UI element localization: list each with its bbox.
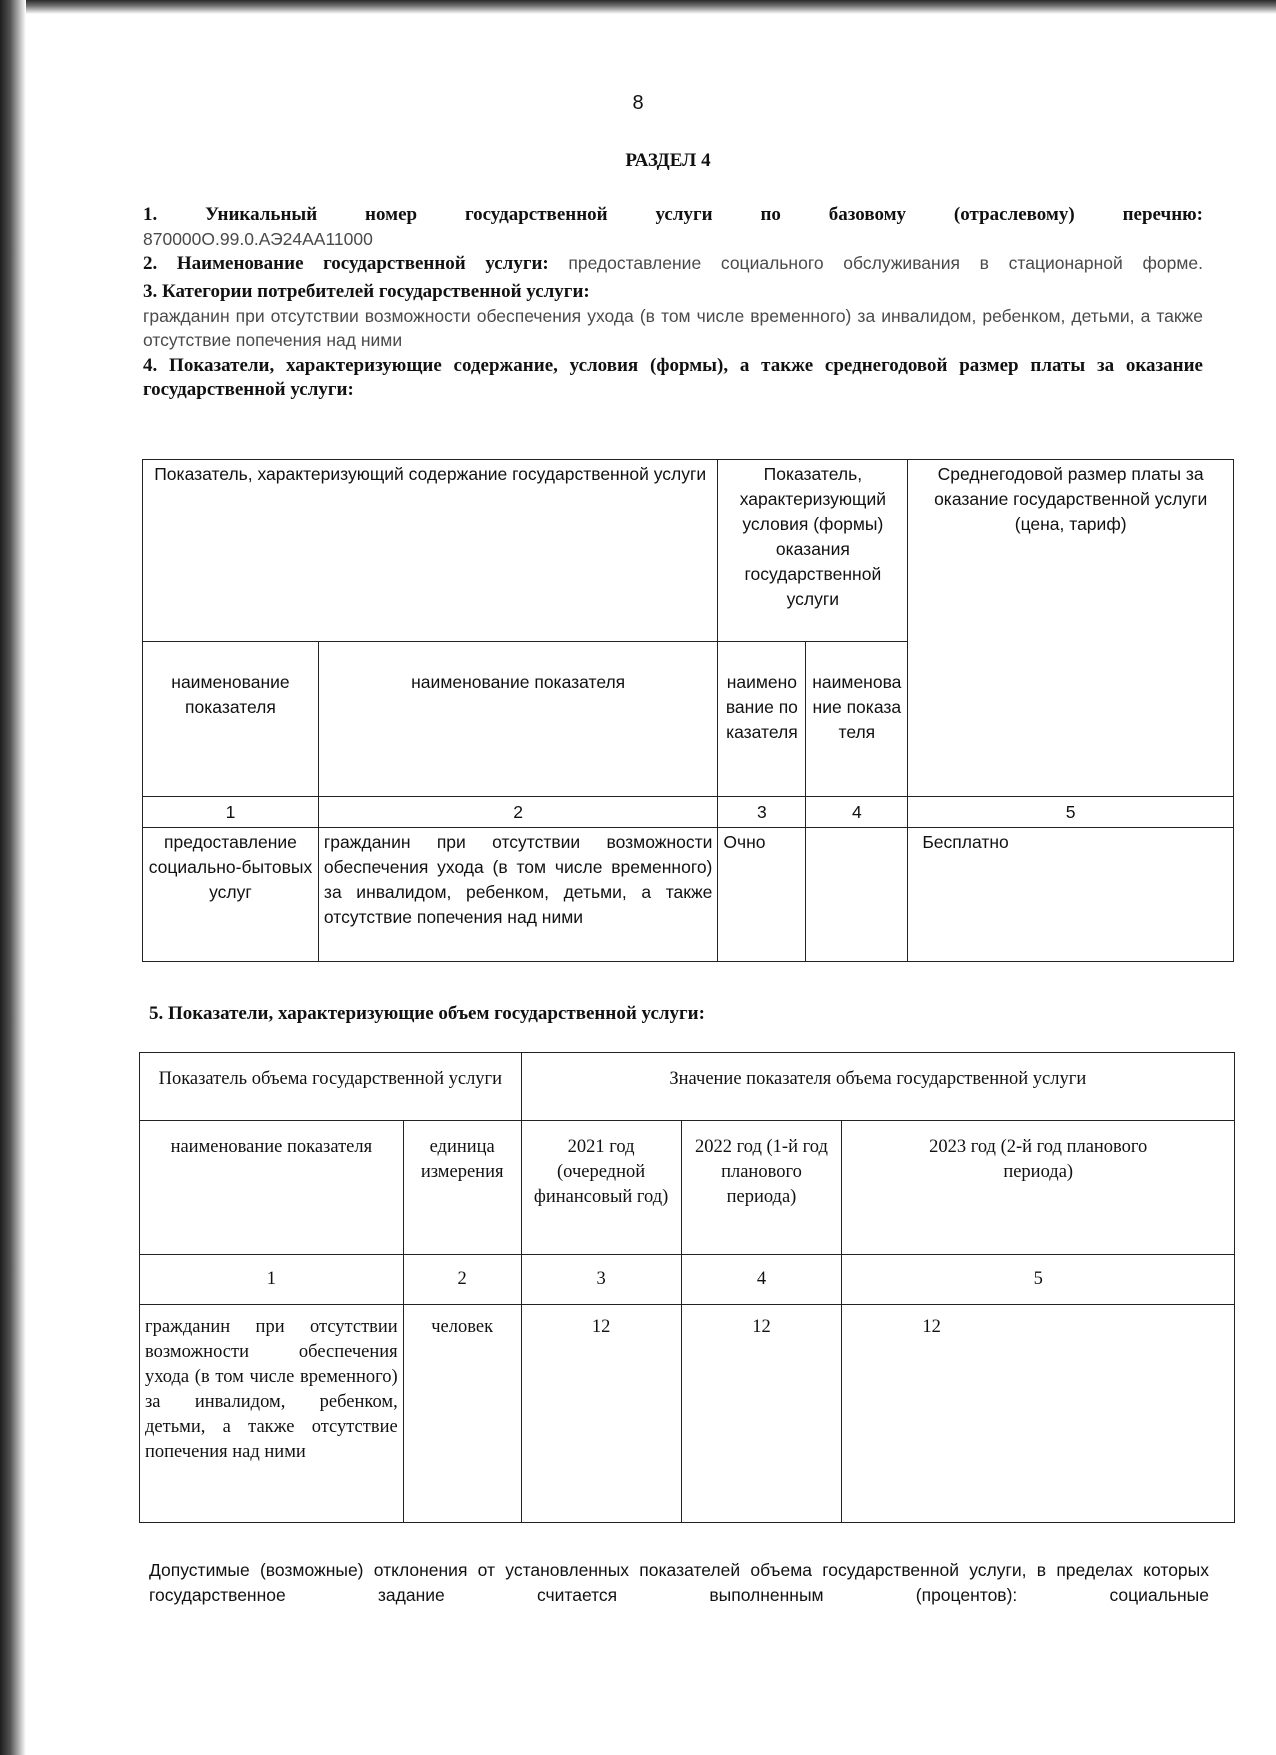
subheader-indicator-name-3: наименование показателя bbox=[718, 642, 806, 797]
subheader-indicator-name-1: наименование показателя bbox=[143, 642, 319, 797]
cell-unit: человек bbox=[403, 1305, 521, 1523]
column-number-1: 1 bbox=[140, 1255, 404, 1305]
cell-form: Очно bbox=[718, 828, 806, 962]
header-conditions-indicator: Показатель, характеризующий условия (формы) оказания государственной услуги bbox=[718, 460, 908, 642]
content-conditions-table bbox=[142, 459, 1234, 962]
cell-value-2021: 12 bbox=[521, 1305, 681, 1523]
item2-value: предоставление социального обслуживания в стационарной форме. bbox=[568, 253, 1204, 273]
column-number-4: 4 bbox=[681, 1255, 842, 1305]
column-number-1: 1 bbox=[143, 797, 319, 828]
scan-edge-top bbox=[0, 0, 1276, 14]
column-number-5: 5 bbox=[908, 797, 1234, 828]
header-volume-value: Значение показателя объема государственной услуги bbox=[521, 1053, 1234, 1121]
cell-consumer-category: гражданин при отсутствии возможности обеспечения ухода (в том числе временного) за инвалидом, ребенком, детьми, а также отсутствие попечения над ними bbox=[318, 828, 717, 962]
item4-label: 4. Показатели, характеризующие содержание, условия (формы), а также среднегодовой размер платы за оказание государственной услуги: bbox=[143, 355, 1203, 400]
subheader-unit: единица измерения bbox=[403, 1121, 521, 1255]
item1-label: 1. Уникальный номер государственной услуги по базовому (отраслевому) перечню: bbox=[143, 204, 1203, 225]
column-number-4: 4 bbox=[806, 797, 908, 828]
cell-indicator-name: гражданин при отсутствии возможности обеспечения ухода (в том числе временного) за инвалидом, ребенком, детьми, а также отсутствие попечения над ними bbox=[140, 1305, 404, 1523]
scan-edge-left bbox=[0, 0, 26, 1755]
header-average-fee: Среднегодовой размер платы за оказание государственной услуги (цена, тариф) bbox=[908, 460, 1234, 797]
table-row bbox=[140, 1305, 1235, 1523]
column-number-2: 2 bbox=[403, 1255, 521, 1305]
column-number-2: 2 bbox=[318, 797, 717, 828]
table-row bbox=[143, 828, 1234, 962]
section-title: РАЗДЕЛ 4 bbox=[625, 150, 711, 171]
subheader-year-2022: 2022 год (1-й год планового периода) bbox=[681, 1121, 842, 1255]
item5-label: 5. Показатели, характеризующие объем государственной услуги: bbox=[149, 1003, 705, 1024]
service-description bbox=[143, 203, 1203, 402]
cell-fee: Бесплатно bbox=[908, 828, 1234, 962]
subheader-year-2023: 2023 год (2-й год планового периода) bbox=[842, 1121, 1235, 1255]
volume-table bbox=[139, 1052, 1235, 1523]
deviation-text: Допустимые (возможные) отклонения от установленных показателей объема государственной услуги, в пределах которых государственное задание считается выполненным (процентов): социальные bbox=[149, 1560, 1209, 1605]
cell-service-content: предоставление социально-бытовых услуг bbox=[143, 828, 319, 962]
header-volume-indicator: Показатель объема государственной услуги bbox=[140, 1053, 522, 1121]
item1-value: 870000О.99.0.АЭ24АА11000 bbox=[143, 229, 373, 249]
item2 bbox=[143, 251, 1203, 276]
subheader-indicator-name-4: наименование показателя bbox=[806, 642, 908, 797]
cell-condition-2 bbox=[806, 828, 908, 962]
item3-label: 3. Категории потребителей государственной услуги: bbox=[143, 281, 590, 302]
subheader-indicator-name-2: наименование показателя bbox=[318, 642, 717, 797]
item2-label: 2. Наименование государственной услуги: bbox=[143, 253, 549, 274]
column-number-5: 5 bbox=[842, 1255, 1235, 1305]
column-number-3: 3 bbox=[718, 797, 806, 828]
page-number: 8 bbox=[632, 92, 644, 114]
column-number-3: 3 bbox=[521, 1255, 681, 1305]
subheader-year-2021: 2021 год (очередной финансовый год) bbox=[521, 1121, 681, 1255]
cell-value-2022: 12 bbox=[681, 1305, 842, 1523]
item3-value: гражданин при отсутствии возможности обеспечения ухода (в том числе временного) за инвалидом, ребенком, детьми, а также отсутствие попечения над ними bbox=[143, 306, 1203, 350]
cell-value-2023: 12 bbox=[842, 1305, 1235, 1523]
subheader-indicator-name: наименование показателя bbox=[140, 1121, 404, 1255]
header-content-indicator: Показатель, характеризующий содержание государственной услуги bbox=[143, 460, 718, 642]
